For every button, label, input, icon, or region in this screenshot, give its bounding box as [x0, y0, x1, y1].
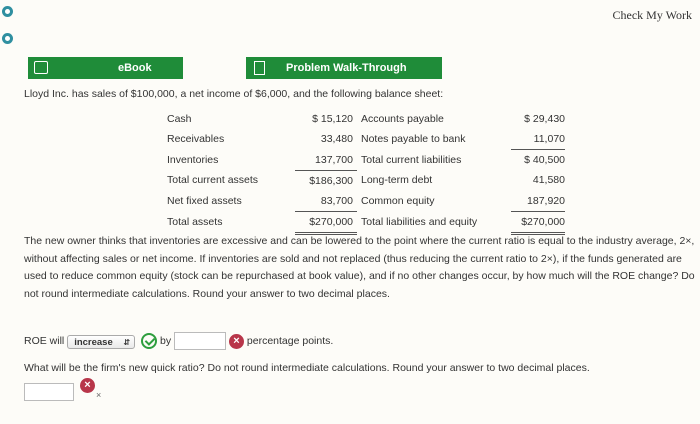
- roe-change-input[interactable]: [174, 332, 226, 350]
- left-label: Cash: [167, 113, 192, 125]
- status-circle-icon: [2, 6, 13, 17]
- roe-suffix: percentage points.: [246, 335, 334, 347]
- tab-walkthrough-label: Problem Walk-Through: [286, 62, 407, 74]
- quick-ratio-input[interactable]: [24, 383, 74, 401]
- x-icon: ×: [229, 334, 244, 349]
- left-value: $186,300: [309, 174, 353, 187]
- select-arrows-icon: ⇵: [123, 338, 131, 348]
- tab-ebook-label: eBook: [118, 62, 152, 74]
- table-row: [167, 170, 565, 191]
- left-label: Receivables: [167, 133, 225, 146]
- right-label: Accounts payable: [361, 113, 444, 125]
- balance-sheet-table: [167, 109, 565, 235]
- right-value: $270,000: [511, 211, 565, 233]
- right-value: $ 40,500: [524, 154, 565, 166]
- x-icon: ×: [80, 378, 95, 393]
- left-label: Net fixed assets: [167, 194, 242, 207]
- right-label: Long-term debt: [361, 174, 433, 187]
- roe-prefix: ROE will: [24, 335, 65, 347]
- table-row: [167, 109, 565, 129]
- left-value: $270,000: [295, 211, 357, 233]
- problem-intro: Lloyd Inc. has sales of $100,000, a net income of $6,000, and the following balance sheet:: [24, 88, 444, 100]
- problem-question: The new owner thinks that inventories are excessive and can be lowered to the point where the current ratio is equal to the industry average, 2×, without affecting sales or net income. If inventories are sold and not replaced (thus reducing the current ratio to 2×), if the funds generated are used to reduce common equity (stock can be repurchased at book value), and if no other changes occur, by how much will the ROE change? Do not round intermediate calculations. Round your answer to two decimal places.: [24, 235, 695, 300]
- quick-ratio-question: What will be the firm's new quick ratio? Do not round intermediate calculations. Round your answer to two decimal places.: [24, 362, 590, 374]
- check-icon: [141, 333, 157, 349]
- right-value: 187,920: [511, 191, 565, 212]
- right-label: Common equity: [361, 194, 435, 207]
- left-value: 33,480: [320, 133, 353, 146]
- right-value: $ 29,430: [524, 113, 565, 125]
- status-circle-icon: [2, 33, 13, 44]
- left-value: 83,700: [295, 191, 357, 212]
- right-value: 11,070: [511, 129, 565, 150]
- right-label: Notes payable to bank: [361, 133, 466, 146]
- left-label: Inventories: [167, 153, 219, 166]
- tab-problem-walkthrough[interactable]: [246, 57, 442, 79]
- tab-ebook[interactable]: [28, 57, 183, 79]
- table-row: [167, 129, 565, 150]
- left-label: Total current assets: [167, 174, 259, 187]
- document-icon: [254, 61, 265, 75]
- by-label: by: [160, 335, 172, 347]
- table-row: [167, 150, 565, 171]
- table-row: [167, 191, 565, 212]
- left-value: 137,700: [295, 150, 357, 171]
- small-x-mark: ×: [96, 390, 102, 400]
- table-row: [167, 211, 565, 233]
- book-icon: [34, 61, 48, 74]
- left-label: Total assets: [167, 216, 223, 228]
- right-value: 41,580: [532, 174, 565, 187]
- right-label: Total liabilities and equity: [361, 216, 478, 228]
- roe-direction-select[interactable]: [67, 335, 135, 349]
- right-label: Total current liabilities: [361, 153, 462, 166]
- check-my-work-link[interactable]: Check My Work: [612, 8, 692, 22]
- roe-answer-row: [24, 331, 333, 351]
- select-value: increase: [74, 337, 113, 349]
- left-value: $ 15,120: [312, 113, 353, 125]
